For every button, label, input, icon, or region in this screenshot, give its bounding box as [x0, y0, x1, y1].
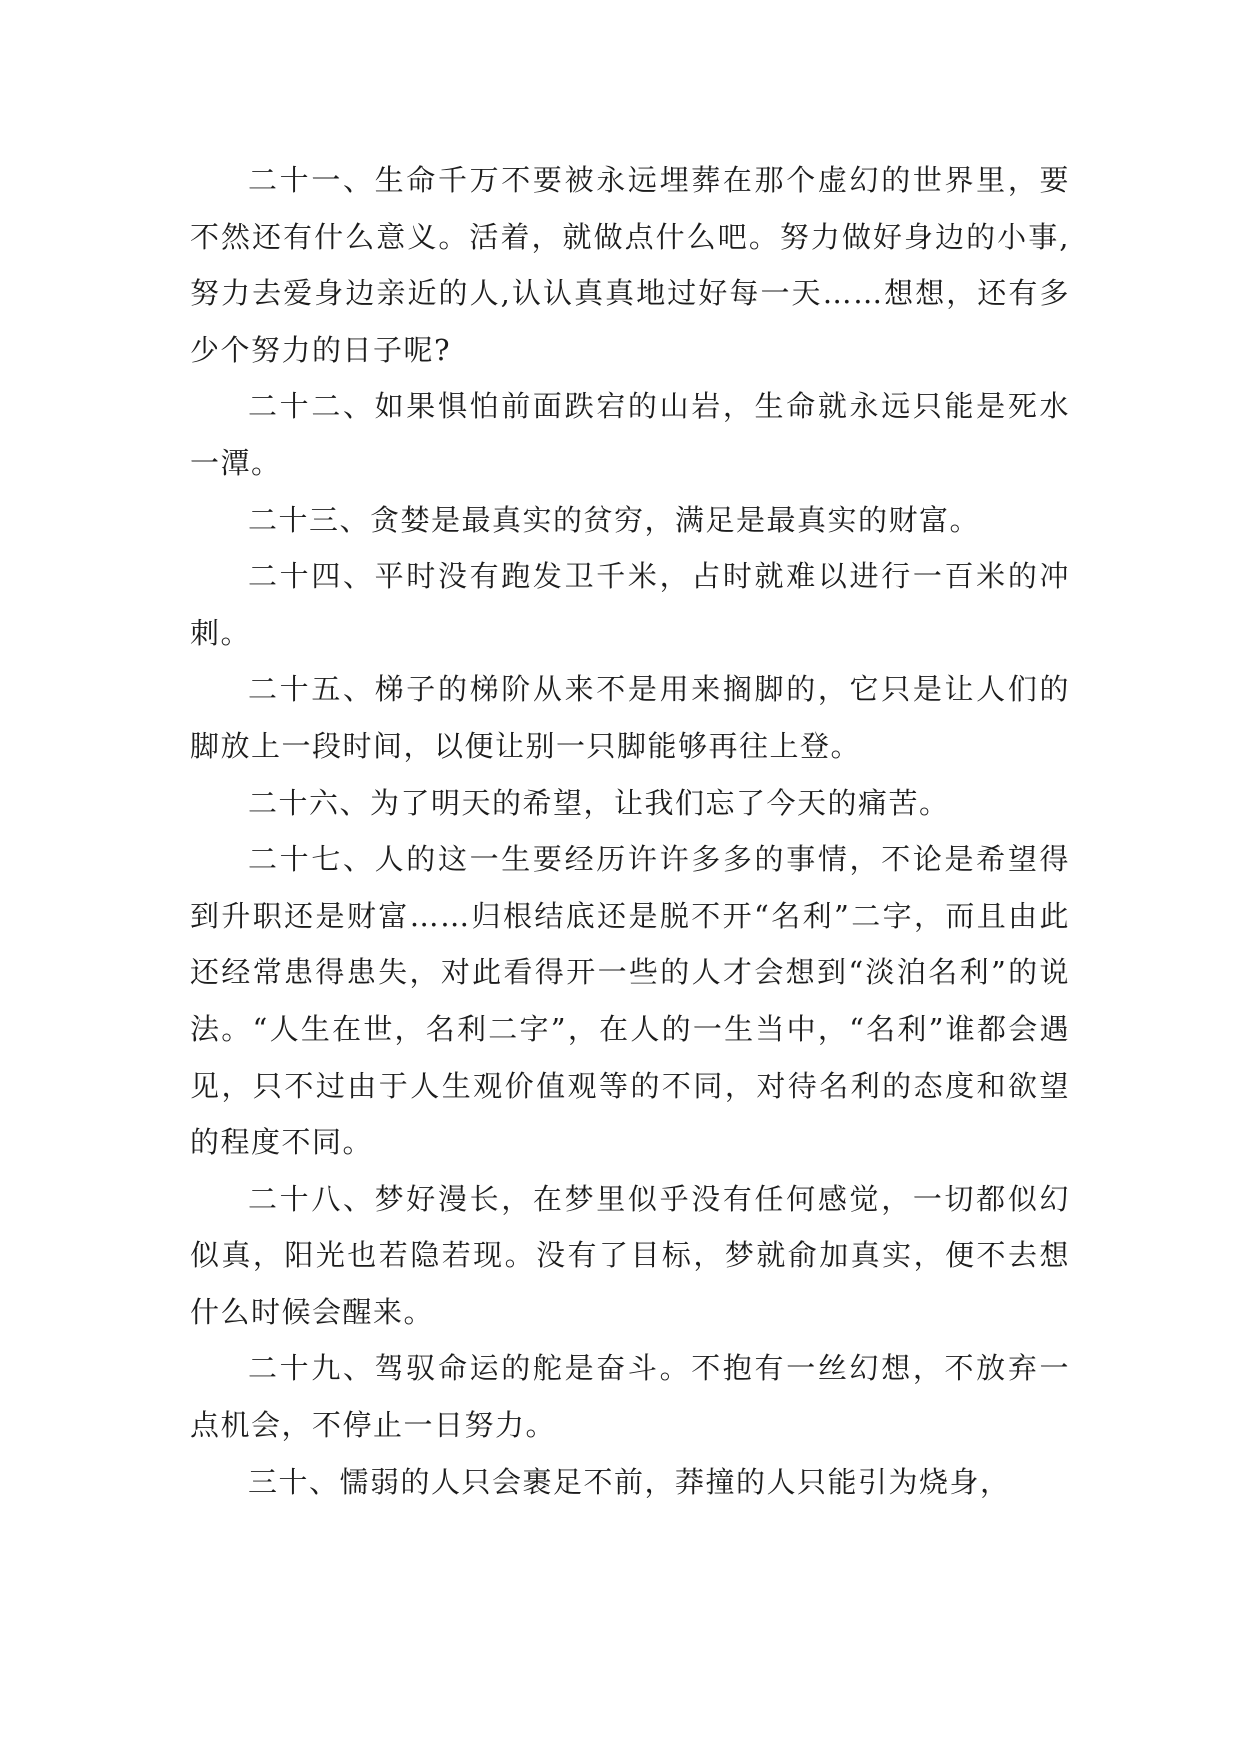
paragraph-26: 二十六、为了明天的希望，让我们忘了今天的痛苦。 [248, 785, 950, 820]
paragraph-29: 二十九、驾驭命运的舵是奋斗。不抱有一丝幻想，不放弃一点机会，不停止一日努力。 [190, 1351, 1070, 1443]
paragraph-28: 二十八、梦好漫长，在梦里似乎没有任何感觉，一切都似幻似真，阳光也若隐若现。没有了目标，梦就俞加真实，便不去想什么时候会醒来。 [190, 1181, 1070, 1329]
paragraph-30: 三十、懦弱的人只会裹足不前，莽撞的人只能引为烧身， [248, 1464, 1011, 1499]
paragraph-24: 二十四、平时没有跑发卫千米，占时就难以进行一百米的冲刺。 [190, 559, 1070, 650]
paragraph-21: 二十一、生命千万不要被永远埋葬在那个虚幻的世界里，要不然还有什么意义。活着，就做点什么吧。努力做好身边的小事,努力去爱身边亲近的人,认认真真地过好每一天……想想，还有多少个努力的日子呢? [190, 163, 1070, 367]
document-body [190, 152, 1070, 1510]
paragraph-23: 二十三、贪婪是最真实的贫穷，满足是最真实的财富。 [248, 502, 981, 537]
paragraph-22: 二十二、如果惧怕前面跌宕的山岩，生命就永远只能是死水一潭。 [190, 389, 1070, 480]
paragraph-27: 二十七、人的这一生要经历许许多多的事情，不论是希望得到升职还是财富……归根结底还是脱不开“名利”二字，而且由此还经常患得患失，对此看得开一些的人才会想到“淡泊名利”的说法。“人生在世，名利二字”，在人的一生当中，“名利”谁都会遇见，只不过由于人生观价值观等的不同，对待名利的态度和欲望的程度不同。 [190, 842, 1070, 1160]
paragraph-25: 二十五、梯子的梯阶从来不是用来搁脚的，它只是让人们的脚放上一段时间，以便让别一只脚能够再往上登。 [190, 672, 1070, 763]
